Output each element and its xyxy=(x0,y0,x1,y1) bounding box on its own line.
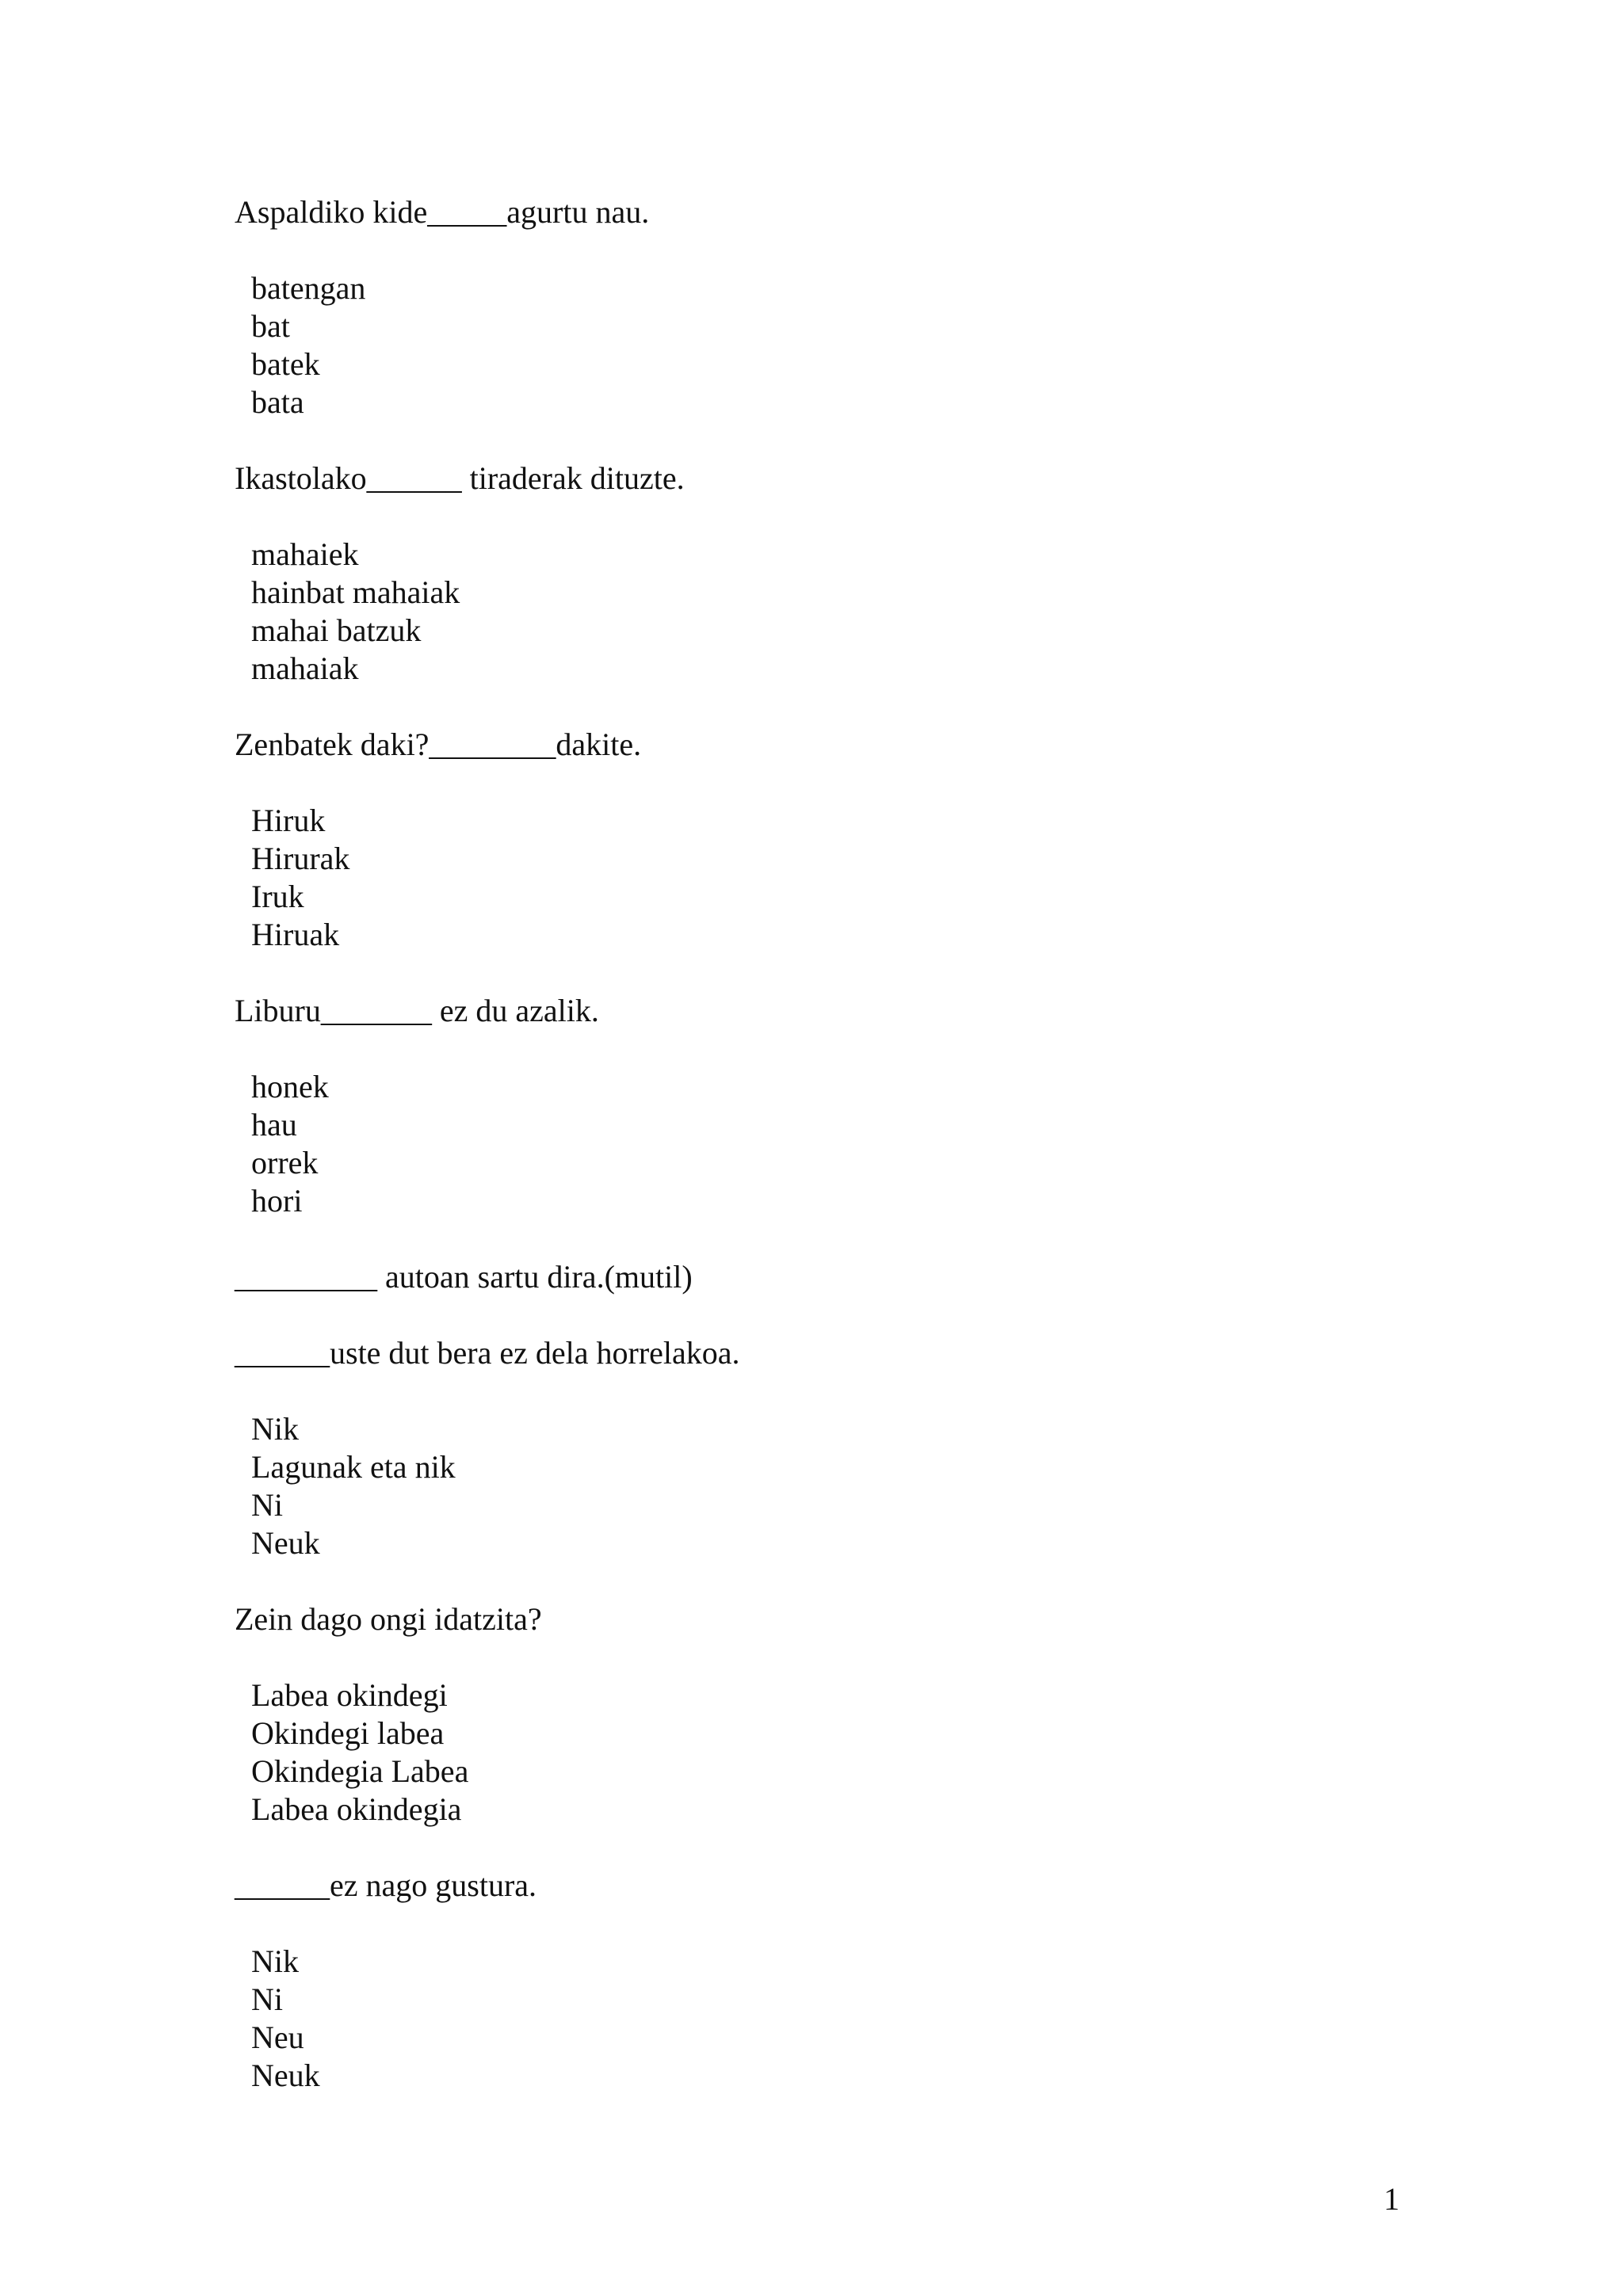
exercise-item xyxy=(235,1867,1423,2095)
answer-option: mahaiak xyxy=(251,650,359,686)
answer-option: bat xyxy=(251,308,290,344)
exercise-question: ______ez nago gustura. xyxy=(235,1867,537,1903)
answer-option: honek xyxy=(251,1069,329,1104)
answer-option: Hiruk xyxy=(251,803,326,838)
answer-options xyxy=(235,1068,1423,1220)
exercise-item xyxy=(235,992,1423,1220)
answer-option: Nik xyxy=(251,1411,299,1447)
answer-option: mahaiek xyxy=(251,536,359,572)
answer-option: mahai batzuk xyxy=(251,612,422,648)
exercise-question: Zein dago ongi idatzita? xyxy=(235,1601,542,1637)
answer-option: Labea okindegi xyxy=(251,1677,448,1713)
answer-option: Lagunak eta nik xyxy=(251,1449,456,1485)
exercise-item xyxy=(235,1334,1423,1562)
page-number: 1 xyxy=(1384,2181,1400,2217)
answer-options xyxy=(235,1943,1423,2095)
exercise-item xyxy=(235,1600,1423,1829)
exercise-item xyxy=(235,193,1423,421)
answer-options xyxy=(235,1676,1423,1829)
answer-option: Iruk xyxy=(251,879,304,914)
exercise-question: Ikastolako______ tiraderak dituzte. xyxy=(235,460,685,496)
answer-option: batek xyxy=(251,346,320,382)
answer-option: hainbat mahaiak xyxy=(251,574,460,610)
exercise-question: Aspaldiko kide_____agurtu nau. xyxy=(235,194,650,230)
exercise-question: Liburu_______ ez du azalik. xyxy=(235,993,599,1028)
exercise-item xyxy=(235,1258,1423,1296)
answer-option: Labea okindegia xyxy=(251,1791,462,1827)
answer-option: Okindegi labea xyxy=(251,1715,445,1751)
exercise-item xyxy=(235,726,1423,954)
answer-options xyxy=(235,536,1423,688)
answer-option: Hiruak xyxy=(251,917,340,952)
answer-option: Okindegia Labea xyxy=(251,1753,469,1789)
answer-option: Ni xyxy=(251,1487,283,1523)
answer-option: Nik xyxy=(251,1943,299,1979)
exercise-question: Zenbatek daki?________dakite. xyxy=(235,727,642,762)
answer-option: hori xyxy=(251,1183,303,1219)
answer-option: orrek xyxy=(251,1145,319,1180)
answer-options xyxy=(235,802,1423,954)
answer-option: Neuk xyxy=(251,2058,320,2093)
answer-options xyxy=(235,269,1423,421)
answer-option: Neuk xyxy=(251,1525,320,1561)
exercise-item xyxy=(235,460,1423,688)
answer-option: Ni xyxy=(251,1981,283,2017)
document-body xyxy=(235,193,1423,2133)
answer-option: batengan xyxy=(251,270,366,306)
answer-options xyxy=(235,1410,1423,1562)
answer-option: hau xyxy=(251,1107,297,1142)
answer-option: Neu xyxy=(251,2019,304,2055)
answer-option: bata xyxy=(251,384,304,420)
exercise-question: ______uste dut bera ez dela horrelakoa. xyxy=(235,1335,740,1371)
exercise-question: _________ autoan sartu dira.(mutil) xyxy=(235,1259,693,1295)
answer-option: Hirurak xyxy=(251,841,350,876)
